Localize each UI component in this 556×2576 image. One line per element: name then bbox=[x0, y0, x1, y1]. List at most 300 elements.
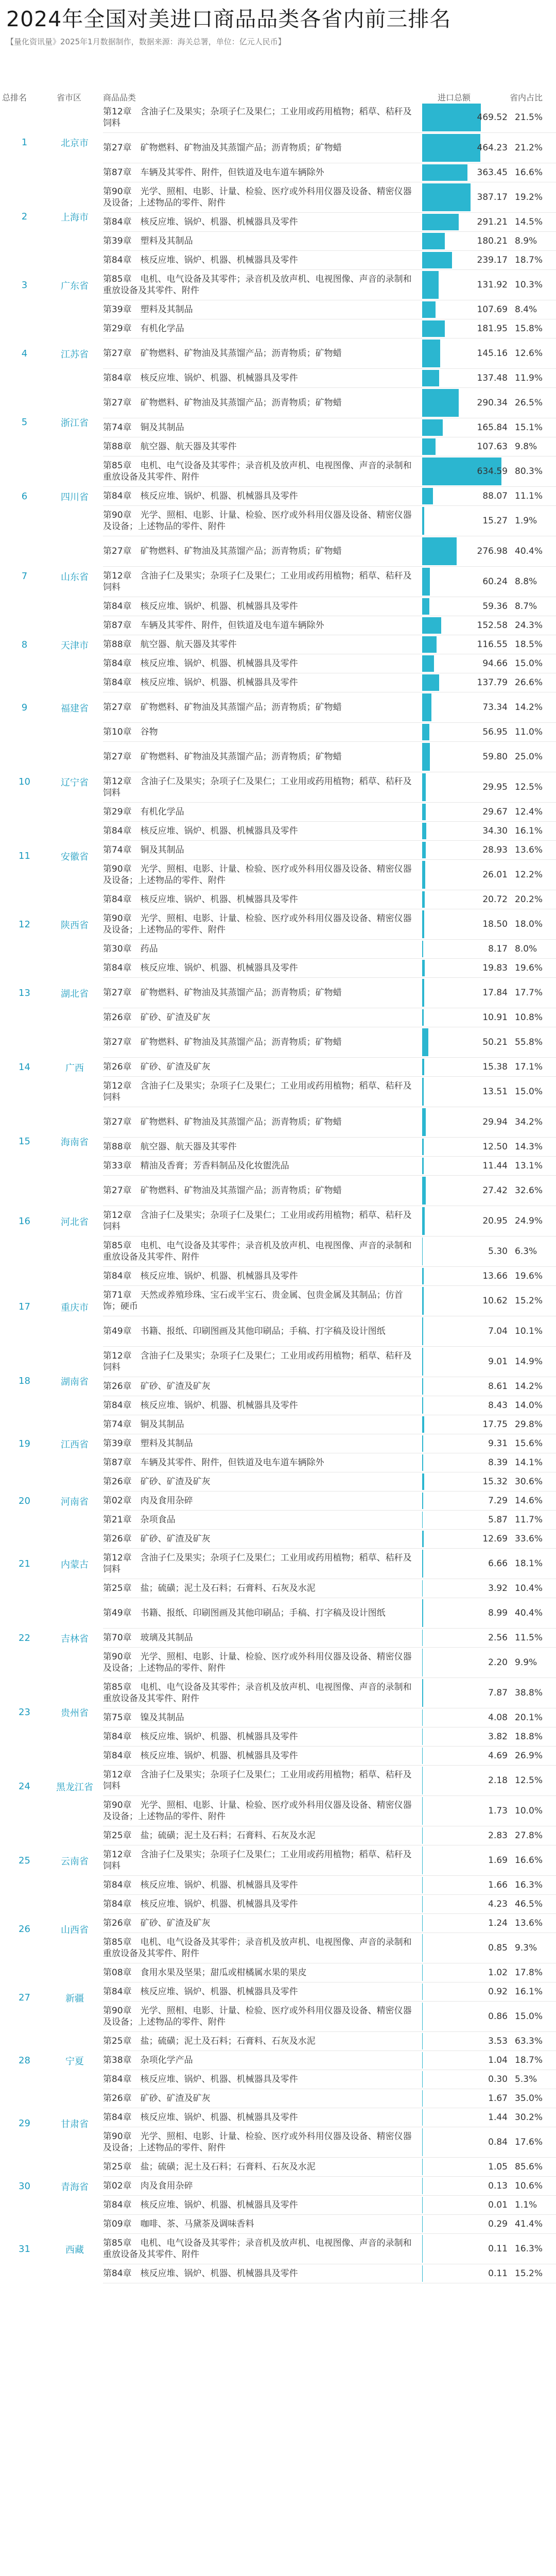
value-label: 0.85 bbox=[488, 1943, 508, 1953]
table-row bbox=[103, 1157, 556, 1176]
value-label: 11.44 bbox=[482, 1161, 508, 1171]
bar-area bbox=[422, 103, 510, 132]
bar-area bbox=[422, 182, 510, 212]
value-bar bbox=[422, 2033, 423, 2049]
rank-cell: 19 bbox=[19, 1438, 30, 1449]
item-label: 第27章 矿物燃料、矿物油及其蒸馏产品；沥青物质；矿物蜡 bbox=[103, 702, 342, 713]
value-label: 181.95 bbox=[477, 324, 508, 334]
share-label: 25.0% bbox=[515, 752, 543, 762]
share-label: 17.7% bbox=[515, 988, 543, 998]
share-label: 20.1% bbox=[515, 1713, 543, 1723]
value-bar bbox=[422, 842, 426, 858]
value-bar bbox=[422, 1797, 423, 1825]
value-label: 239.17 bbox=[477, 255, 508, 265]
rank-cell: 8 bbox=[21, 639, 28, 650]
value-bar bbox=[422, 164, 467, 181]
rank-cell: 2 bbox=[21, 211, 28, 222]
value-bar bbox=[422, 724, 429, 740]
value-label: 8.61 bbox=[488, 1381, 508, 1392]
value-bar bbox=[422, 655, 434, 672]
value-bar bbox=[422, 1009, 424, 1026]
share-label: 9.9% bbox=[515, 1657, 537, 1668]
province-cell: 宁夏 bbox=[65, 2056, 84, 2067]
rank-cell: 4 bbox=[21, 348, 28, 359]
province-cell: 吉林省 bbox=[61, 1633, 89, 1645]
item-label: 第90章 光学、照相、电影、计量、检验、医疗或外科用仪器及设备、精密仪器及设备；上述物品的零件、附件 bbox=[103, 1800, 412, 1822]
province-group bbox=[0, 616, 556, 673]
share-label: 16.6% bbox=[515, 167, 543, 178]
value-label: 0.84 bbox=[488, 2137, 508, 2147]
value-bar bbox=[422, 2197, 423, 2213]
share-label: 33.6% bbox=[515, 1534, 543, 1544]
table-row bbox=[103, 1982, 556, 2002]
share-label: 11.9% bbox=[515, 373, 543, 383]
value-label: 2.18 bbox=[488, 1775, 508, 1786]
item-label: 第90章 光学、照相、电影、计量、检验、医疗或外科用仪器及设备、精密仪器及设备；上述物品的零件、附件 bbox=[103, 913, 412, 935]
bar-area bbox=[422, 1579, 510, 1598]
share-label: 12.5% bbox=[515, 782, 543, 792]
value-label: 15.38 bbox=[482, 1062, 508, 1072]
bar-area bbox=[422, 1107, 510, 1137]
value-bar bbox=[422, 1896, 423, 1912]
bar-area bbox=[422, 1629, 510, 1647]
column-header bbox=[0, 91, 556, 103]
province-cell: 甘肃省 bbox=[61, 2119, 89, 2130]
table-row bbox=[103, 536, 556, 567]
item-label: 第70章 玻璃及其制品 bbox=[103, 1633, 193, 1643]
value-label: 28.93 bbox=[482, 845, 508, 855]
value-bar bbox=[422, 2003, 423, 2030]
item-label: 第84章 核反应堆、锅炉、机器、机械器具及零件 bbox=[103, 894, 298, 905]
province-cell: 山东省 bbox=[61, 571, 89, 583]
rank-cell: 23 bbox=[19, 1707, 30, 1718]
value-bar bbox=[422, 1915, 423, 1931]
table-row bbox=[103, 163, 556, 182]
value-bar bbox=[422, 823, 426, 839]
table-row bbox=[103, 2264, 556, 2283]
rank-cell: 20 bbox=[19, 1496, 30, 1506]
share-label: 10.4% bbox=[515, 1583, 543, 1594]
province-group bbox=[0, 1347, 556, 1415]
bar-area bbox=[422, 1434, 510, 1453]
value-bar bbox=[422, 1473, 424, 1490]
table-row bbox=[103, 1933, 556, 1963]
bar-area bbox=[422, 616, 510, 635]
item-label: 第74章 铜及其制品 bbox=[103, 1419, 184, 1430]
bar-area bbox=[422, 1648, 510, 1677]
table-row bbox=[103, 978, 556, 1008]
share-label: 16.1% bbox=[515, 1987, 543, 1997]
share-label: 8.7% bbox=[515, 601, 537, 612]
share-label: 21.5% bbox=[515, 112, 543, 123]
item-label: 第90章 光学、照相、电影、计量、检验、医疗或外科用仪器及设备、精密仪器及设备；上述物品的零件、附件 bbox=[103, 510, 412, 532]
table-row bbox=[103, 1678, 556, 1708]
table-row bbox=[103, 1107, 556, 1138]
bar-area bbox=[422, 1138, 510, 1156]
item-label: 第84章 核反应堆、锅炉、机器、机械器具及零件 bbox=[103, 2074, 298, 2084]
province-cell: 山西省 bbox=[61, 1924, 89, 1936]
table-row bbox=[103, 437, 556, 456]
province-group bbox=[0, 1747, 556, 1826]
share-label: 11.7% bbox=[515, 1515, 543, 1525]
item-label: 第12章 含油子仁及果实；杂项子仁及果仁；工业用或药用植物；稻草、秸秆及饲料 bbox=[103, 571, 412, 592]
province-cell: 北京市 bbox=[61, 138, 89, 149]
item-label: 第85章 电机、电气设备及其零件；录音机及放声机、电视图像、声音的录制和重放设备及其零件、附件 bbox=[103, 1241, 412, 1262]
share-label: 13.1% bbox=[515, 1161, 543, 1171]
table-row bbox=[103, 1377, 556, 1396]
province-group bbox=[0, 2032, 556, 2089]
value-label: 7.87 bbox=[488, 1688, 508, 1698]
bar-area bbox=[422, 1708, 510, 1727]
bar-area bbox=[422, 1157, 510, 1175]
share-label: 32.6% bbox=[515, 1185, 543, 1196]
table-row bbox=[103, 1453, 556, 1472]
value-bar bbox=[422, 773, 426, 801]
province-cell: 天津市 bbox=[61, 640, 89, 651]
value-label: 27.42 bbox=[482, 1185, 508, 1196]
share-label: 9.8% bbox=[515, 442, 537, 452]
item-label: 第27章 矿物燃料、矿物油及其蒸馏产品；沥青物质；矿物蜡 bbox=[103, 348, 342, 359]
value-label: 107.63 bbox=[477, 442, 508, 452]
table-row bbox=[103, 1434, 556, 1453]
table-row bbox=[103, 1206, 556, 1236]
table-row bbox=[103, 1598, 556, 1629]
share-label: 12.4% bbox=[515, 807, 543, 817]
table-row bbox=[103, 1008, 556, 1027]
share-label: 6.3% bbox=[515, 1246, 537, 1257]
value-bar bbox=[422, 1877, 423, 1893]
item-label: 第74章 铜及其制品 bbox=[103, 845, 184, 855]
value-bar bbox=[422, 1139, 424, 1155]
value-bar bbox=[422, 979, 424, 1007]
value-label: 26.01 bbox=[482, 870, 508, 880]
item-label: 第08章 食用水果及坚果；甜瓜或柑橘属水果的果皮 bbox=[103, 1968, 307, 1978]
value-bar bbox=[422, 743, 430, 771]
bar-area bbox=[422, 1453, 510, 1472]
item-label: 第84章 核反应堆、锅炉、机器、机械器具及零件 bbox=[103, 1751, 298, 1761]
value-bar bbox=[422, 1177, 426, 1205]
share-label: 10.6% bbox=[515, 2181, 543, 2191]
rank-cell: 21 bbox=[19, 1558, 30, 1569]
value-label: 1.24 bbox=[488, 1918, 508, 1928]
table-row bbox=[103, 692, 556, 723]
table-row bbox=[103, 270, 556, 300]
bar-area bbox=[422, 1206, 510, 1236]
value-label: 73.34 bbox=[482, 702, 508, 713]
share-label: 11.1% bbox=[515, 491, 543, 501]
share-label: 38.8% bbox=[515, 1688, 543, 1698]
bar-area bbox=[422, 890, 510, 909]
bar-area bbox=[422, 1008, 510, 1027]
share-label: 10.3% bbox=[515, 280, 543, 290]
share-label: 15.0% bbox=[515, 2011, 543, 2022]
province-cell: 辽宁省 bbox=[61, 777, 89, 788]
value-label: 2.83 bbox=[488, 1831, 508, 1841]
table-row bbox=[103, 487, 556, 506]
bar-area bbox=[422, 822, 510, 840]
bar-area bbox=[422, 1982, 510, 2001]
value-bar bbox=[422, 861, 425, 889]
bar-area bbox=[422, 841, 510, 859]
value-label: 13.51 bbox=[482, 1087, 508, 1097]
item-label: 第87章 车辆及其零件、附件，但铁道及电车道车辆除外 bbox=[103, 620, 324, 631]
province-group bbox=[0, 182, 556, 251]
province-cell: 西藏 bbox=[65, 2244, 84, 2256]
value-bar bbox=[422, 104, 481, 131]
value-bar bbox=[422, 301, 436, 318]
table-row bbox=[103, 673, 556, 692]
table-row bbox=[103, 1826, 556, 1845]
bar-area bbox=[422, 1766, 510, 1795]
value-label: 2.20 bbox=[488, 1657, 508, 1668]
share-label: 16.3% bbox=[515, 2244, 543, 2254]
province-cell: 江苏省 bbox=[61, 349, 89, 360]
item-label: 第84章 核反应堆、锅炉、机器、机械器具及零件 bbox=[103, 963, 298, 973]
table-row bbox=[103, 1267, 556, 1286]
share-label: 24.3% bbox=[515, 620, 543, 631]
item-label: 第84章 核反应堆、锅炉、机器、机械器具及零件 bbox=[103, 2268, 298, 2279]
table-row bbox=[103, 388, 556, 418]
bar-area bbox=[422, 251, 510, 269]
value-bar bbox=[422, 1238, 423, 1265]
province-group bbox=[0, 1895, 556, 1963]
value-bar bbox=[422, 438, 436, 455]
share-label: 14.1% bbox=[515, 1458, 543, 1468]
rank-cell: 24 bbox=[19, 1781, 30, 1792]
value-bar bbox=[422, 1934, 423, 1962]
bar-area bbox=[422, 2108, 510, 2127]
item-label: 第26章 矿砂、矿渣及矿灰 bbox=[103, 1534, 211, 1544]
item-label: 第25章 盐；硫磺；泥土及石料；石膏料、石灰及水泥 bbox=[103, 2036, 316, 2046]
rank-cell: 12 bbox=[19, 919, 30, 930]
table-row bbox=[103, 1845, 556, 1876]
value-bar bbox=[422, 419, 443, 436]
value-label: 1.05 bbox=[488, 2162, 508, 2172]
value-label: 4.23 bbox=[488, 1899, 508, 1909]
value-label: 7.29 bbox=[488, 1496, 508, 1506]
value-bar bbox=[422, 910, 424, 938]
value-bar bbox=[422, 2216, 423, 2232]
item-label: 第90章 光学、照相、电影、计量、检验、医疗或外科用仪器及设备、精密仪器及设备；上述物品的零件、附件 bbox=[103, 1652, 412, 1673]
item-label: 第27章 矿物燃料、矿物油及其蒸馏产品；沥青物质；矿物蜡 bbox=[103, 988, 342, 998]
value-label: 3.92 bbox=[488, 1583, 508, 1594]
item-label: 第85章 电机、电气设备及其零件；录音机及放声机、电视图像、声音的录制和重放设备及其零件、附件 bbox=[103, 2238, 412, 2260]
table-row bbox=[103, 1286, 556, 1316]
bar-area bbox=[422, 388, 510, 418]
share-label: 19.6% bbox=[515, 963, 543, 973]
bar-area bbox=[422, 1826, 510, 1845]
bar-area bbox=[422, 654, 510, 673]
value-label: 2.56 bbox=[488, 1633, 508, 1643]
table-row bbox=[103, 909, 556, 940]
value-label: 59.36 bbox=[482, 601, 508, 612]
value-label: 1.66 bbox=[488, 1880, 508, 1890]
province-cell: 广东省 bbox=[61, 280, 89, 292]
table-row bbox=[103, 2215, 556, 2234]
province-cell: 福建省 bbox=[61, 703, 89, 714]
value-bar bbox=[422, 1679, 423, 1707]
item-label: 第71章 天然或养殖珍珠、宝石或半宝石、贵金属、包贵金属及其制品；仿首饰；硬币 bbox=[103, 1290, 403, 1312]
item-label: 第27章 矿物燃料、矿物油及其蒸馏产品；沥青物质；矿物蜡 bbox=[103, 1037, 342, 1047]
value-label: 94.66 bbox=[482, 658, 508, 669]
bar-area bbox=[422, 1511, 510, 1529]
share-label: 17.6% bbox=[515, 2137, 543, 2147]
share-label: 30.6% bbox=[515, 1477, 543, 1487]
value-label: 15.27 bbox=[482, 516, 508, 526]
share-label: 14.3% bbox=[515, 1142, 543, 1152]
item-label: 第90章 光学、照相、电影、计量、检验、医疗或外科用仪器及设备、精密仪器及设备；上述物品的零件、附件 bbox=[103, 187, 412, 208]
share-label: 17.1% bbox=[515, 1062, 543, 1072]
item-label: 第26章 矿砂、矿渣及矿灰 bbox=[103, 1477, 211, 1487]
item-label: 第84章 核反应堆、锅炉、机器、机械器具及零件 bbox=[103, 826, 298, 836]
bar-area bbox=[422, 772, 510, 802]
value-bar bbox=[422, 2265, 423, 2282]
value-label: 29.67 bbox=[482, 807, 508, 817]
table-row bbox=[103, 133, 556, 163]
value-bar bbox=[422, 214, 459, 230]
table-row bbox=[103, 2032, 556, 2051]
share-label: 16.6% bbox=[515, 1855, 543, 1866]
rank-cell: 27 bbox=[19, 1992, 30, 2003]
bar-area bbox=[422, 2070, 510, 2089]
share-label: 18.1% bbox=[515, 1558, 543, 1569]
table-row bbox=[103, 890, 556, 909]
province-group bbox=[0, 1107, 556, 1176]
table-row bbox=[103, 418, 556, 437]
column-province-label: 省市区 bbox=[57, 93, 82, 103]
bar-area bbox=[422, 2196, 510, 2214]
share-label: 1.1% bbox=[515, 2200, 537, 2210]
table-row bbox=[103, 103, 556, 133]
value-bar bbox=[422, 1108, 426, 1136]
table-row bbox=[103, 1176, 556, 1206]
value-label: 152.58 bbox=[477, 620, 508, 631]
value-label: 12.50 bbox=[482, 1142, 508, 1152]
value-label: 18.50 bbox=[482, 919, 508, 929]
item-label: 第12章 含油子仁及果实；杂项子仁及果仁；工业用或药用植物；稻草、秸秆及饲料 bbox=[103, 1553, 412, 1574]
value-bar bbox=[422, 1435, 423, 1452]
value-bar bbox=[422, 507, 424, 535]
table-row bbox=[103, 1492, 556, 1511]
value-label: 634.59 bbox=[477, 466, 508, 477]
rank-cell: 25 bbox=[19, 1855, 30, 1866]
bar-area bbox=[422, 369, 510, 387]
item-label: 第30章 药品 bbox=[103, 944, 158, 954]
table-row bbox=[103, 213, 556, 232]
rank-cell: 17 bbox=[19, 1301, 30, 1312]
province-group bbox=[0, 2215, 556, 2283]
bar-area bbox=[422, 2032, 510, 2050]
item-label: 第27章 矿物燃料、矿物油及其蒸馏产品；沥青物质；矿物蜡 bbox=[103, 752, 342, 762]
value-label: 1.44 bbox=[488, 2112, 508, 2123]
table-row bbox=[103, 1876, 556, 1895]
share-label: 14.2% bbox=[515, 702, 543, 713]
value-label: 60.24 bbox=[482, 577, 508, 587]
share-label: 11.0% bbox=[515, 727, 543, 737]
value-bar bbox=[422, 389, 459, 417]
province-group bbox=[0, 1027, 556, 1107]
table-row bbox=[103, 1796, 556, 1826]
table-row bbox=[103, 654, 556, 673]
bar-area bbox=[422, 163, 510, 182]
value-bar bbox=[422, 1728, 423, 1745]
table-row bbox=[103, 1747, 556, 1766]
item-label: 第10章 谷物 bbox=[103, 727, 158, 737]
share-label: 40.4% bbox=[515, 1608, 543, 1618]
province-cell: 上海市 bbox=[61, 212, 89, 223]
bar-area bbox=[422, 133, 510, 163]
province-group bbox=[0, 673, 556, 742]
bar-area bbox=[422, 909, 510, 939]
table-row bbox=[103, 456, 556, 487]
value-label: 0.29 bbox=[488, 2219, 508, 2229]
item-label: 第39章 塑料及其制品 bbox=[103, 1438, 193, 1449]
bar-area bbox=[422, 673, 510, 692]
item-label: 第84章 核反应堆、锅炉、机器、机械器具及零件 bbox=[103, 491, 298, 501]
item-label: 第84章 核反应堆、锅炉、机器、机械器具及零件 bbox=[103, 658, 298, 669]
province-cell: 青海省 bbox=[61, 2181, 89, 2193]
bar-area bbox=[422, 742, 510, 772]
province-group bbox=[0, 1530, 556, 1598]
share-label: 10.8% bbox=[515, 1012, 543, 1023]
share-label: 1.9% bbox=[515, 516, 537, 526]
table-row bbox=[103, 1236, 556, 1267]
share-label: 13.6% bbox=[515, 845, 543, 855]
province-cell: 湖南省 bbox=[61, 1376, 89, 1387]
bar-area bbox=[422, 959, 510, 977]
bar-area bbox=[422, 1914, 510, 1933]
table-row bbox=[103, 1648, 556, 1678]
value-bar bbox=[422, 1059, 424, 1075]
item-label: 第26章 矿砂、矿渣及矿灰 bbox=[103, 1062, 211, 1072]
share-label: 15.0% bbox=[515, 1087, 543, 1097]
value-bar bbox=[422, 568, 430, 596]
bar-area bbox=[422, 1316, 510, 1346]
bar-area bbox=[422, 940, 510, 958]
value-bar bbox=[422, 1512, 423, 1528]
value-bar bbox=[422, 1348, 423, 1376]
rank-cell: 28 bbox=[19, 2055, 30, 2066]
province-group bbox=[0, 1415, 556, 1472]
item-label: 第12章 含油子仁及果实；杂项子仁及果仁；工业用或药用植物；稻草、秸秆及饲料 bbox=[103, 1850, 412, 1871]
province-group bbox=[0, 1826, 556, 1895]
item-label: 第74章 铜及其制品 bbox=[103, 422, 184, 433]
value-bar bbox=[422, 233, 445, 249]
item-label: 第84章 核反应堆、锅炉、机器、机械器具及零件 bbox=[103, 1880, 298, 1890]
value-label: 165.84 bbox=[477, 422, 508, 433]
value-bar bbox=[422, 2109, 423, 2126]
value-bar bbox=[422, 1493, 423, 1509]
value-label: 9.01 bbox=[488, 1357, 508, 1367]
item-label: 第39章 塑料及其制品 bbox=[103, 236, 193, 246]
value-label: 9.31 bbox=[488, 1438, 508, 1449]
item-label: 第29章 有机化学品 bbox=[103, 324, 184, 334]
value-label: 12.69 bbox=[482, 1534, 508, 1544]
bar-area bbox=[422, 487, 510, 505]
value-label: 0.86 bbox=[488, 2011, 508, 2022]
value-label: 0.11 bbox=[488, 2244, 508, 2254]
value-label: 10.62 bbox=[482, 1296, 508, 1306]
province-cell: 湖北省 bbox=[61, 988, 89, 999]
share-label: 21.2% bbox=[515, 143, 543, 153]
rank-cell: 5 bbox=[21, 417, 28, 428]
table-row bbox=[103, 2051, 556, 2070]
bar-area bbox=[422, 338, 510, 368]
rank-cell: 3 bbox=[21, 280, 28, 291]
table-row bbox=[103, 567, 556, 597]
item-label: 第21章 杂项食品 bbox=[103, 1515, 176, 1525]
item-label: 第27章 矿物燃料、矿物油及其蒸馏产品；沥青物质；矿物蜡 bbox=[103, 143, 342, 153]
